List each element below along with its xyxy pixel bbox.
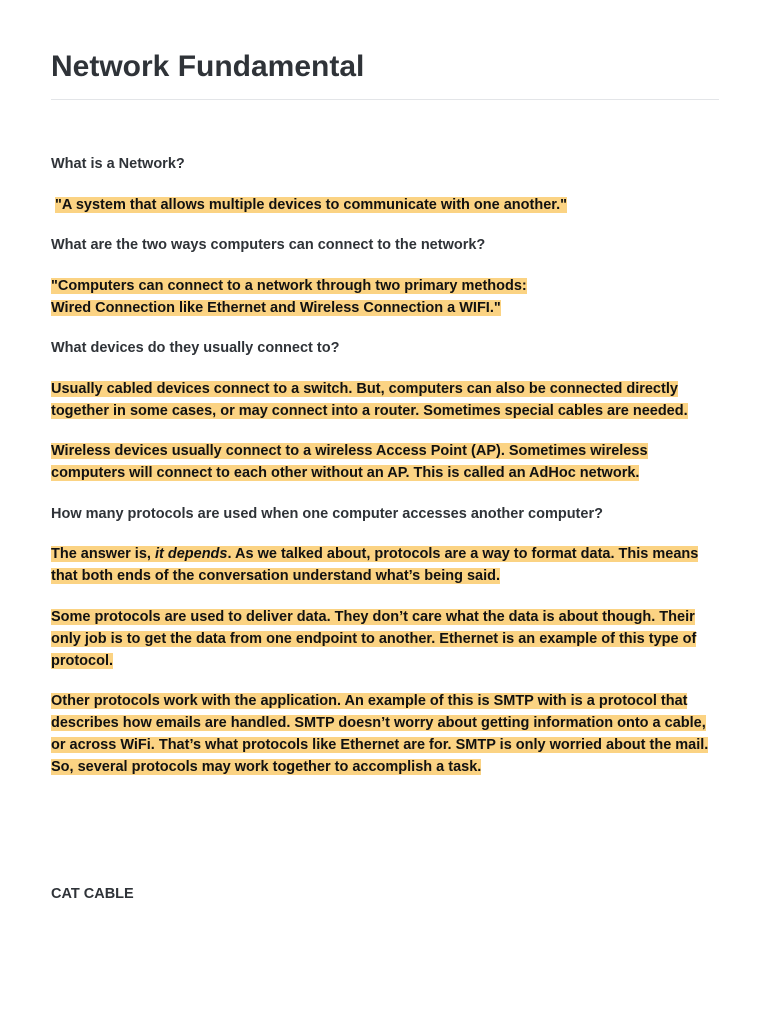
answer-it-depends (51, 543, 719, 587)
page-title: Network Fundamental (51, 50, 365, 83)
answer-two-ways (51, 275, 719, 319)
highlighted-text: Wired Connection like Ethernet and Wireless Connection a WIFI." (51, 299, 501, 316)
answer-what-is-network (51, 194, 719, 216)
question-how-many-protocols: How many protocols are used when one computer accesses another computer? (51, 505, 603, 522)
section-heading-cat-cable: CAT CABLE (51, 886, 134, 902)
highlighted-text: Wireless devices usually connect to a wireless Access Point (AP). Sometimes wireless computers will connect to each other without an AP. This is called an AdHoc network. (51, 443, 648, 481)
highlighted-text: "Computers can connect to a network through two primary methods: (51, 277, 527, 294)
emphasis-text: it depends (154, 546, 228, 562)
answer-text: . As we talked about, protocols are a way to format data. This means that both ends of the conversation understand what’s being said. (51, 546, 699, 584)
question-two-ways: What are the two ways computers can connect to the network? (51, 237, 486, 253)
highlighted-text (51, 546, 698, 584)
question-devices: What devices do they usually connect to? (51, 340, 340, 356)
answer-application-protocols (51, 690, 719, 778)
answer-wireless-devices (51, 440, 719, 484)
answer-text: The answer is, (51, 546, 155, 562)
document-content (51, 100, 719, 778)
highlighted-text: Some protocols are used to deliver data. They don’t care what the data is about though. Their only job is to get the data from one endpoint to another. Ethernet is an example of this type of protocol. (51, 608, 697, 669)
document-page (51, 0, 719, 902)
highlighted-text: Other protocols work with the application. An example of this is SMTP with is a protocol that describes how emails are handled. SMTP doesn’t worry about getting information onto a cable, or across WiFi. That’s what protocols like Ethernet are for. SMTP is only worried about the mail. So, several protocols may work together to accomplish a task. (51, 693, 709, 775)
answer-delivery-protocols (51, 606, 719, 672)
answer-cabled-devices (51, 378, 719, 422)
question-what-is-network: What is a Network? (51, 156, 185, 172)
highlighted-text: Usually cabled devices connect to a switch. But, computers can also be connected directly together in some cases, or may connect into a router. Sometimes special cables are needed. (51, 380, 688, 419)
highlighted-text: "A system that allows multiple devices to communicate with one another." (55, 196, 567, 213)
